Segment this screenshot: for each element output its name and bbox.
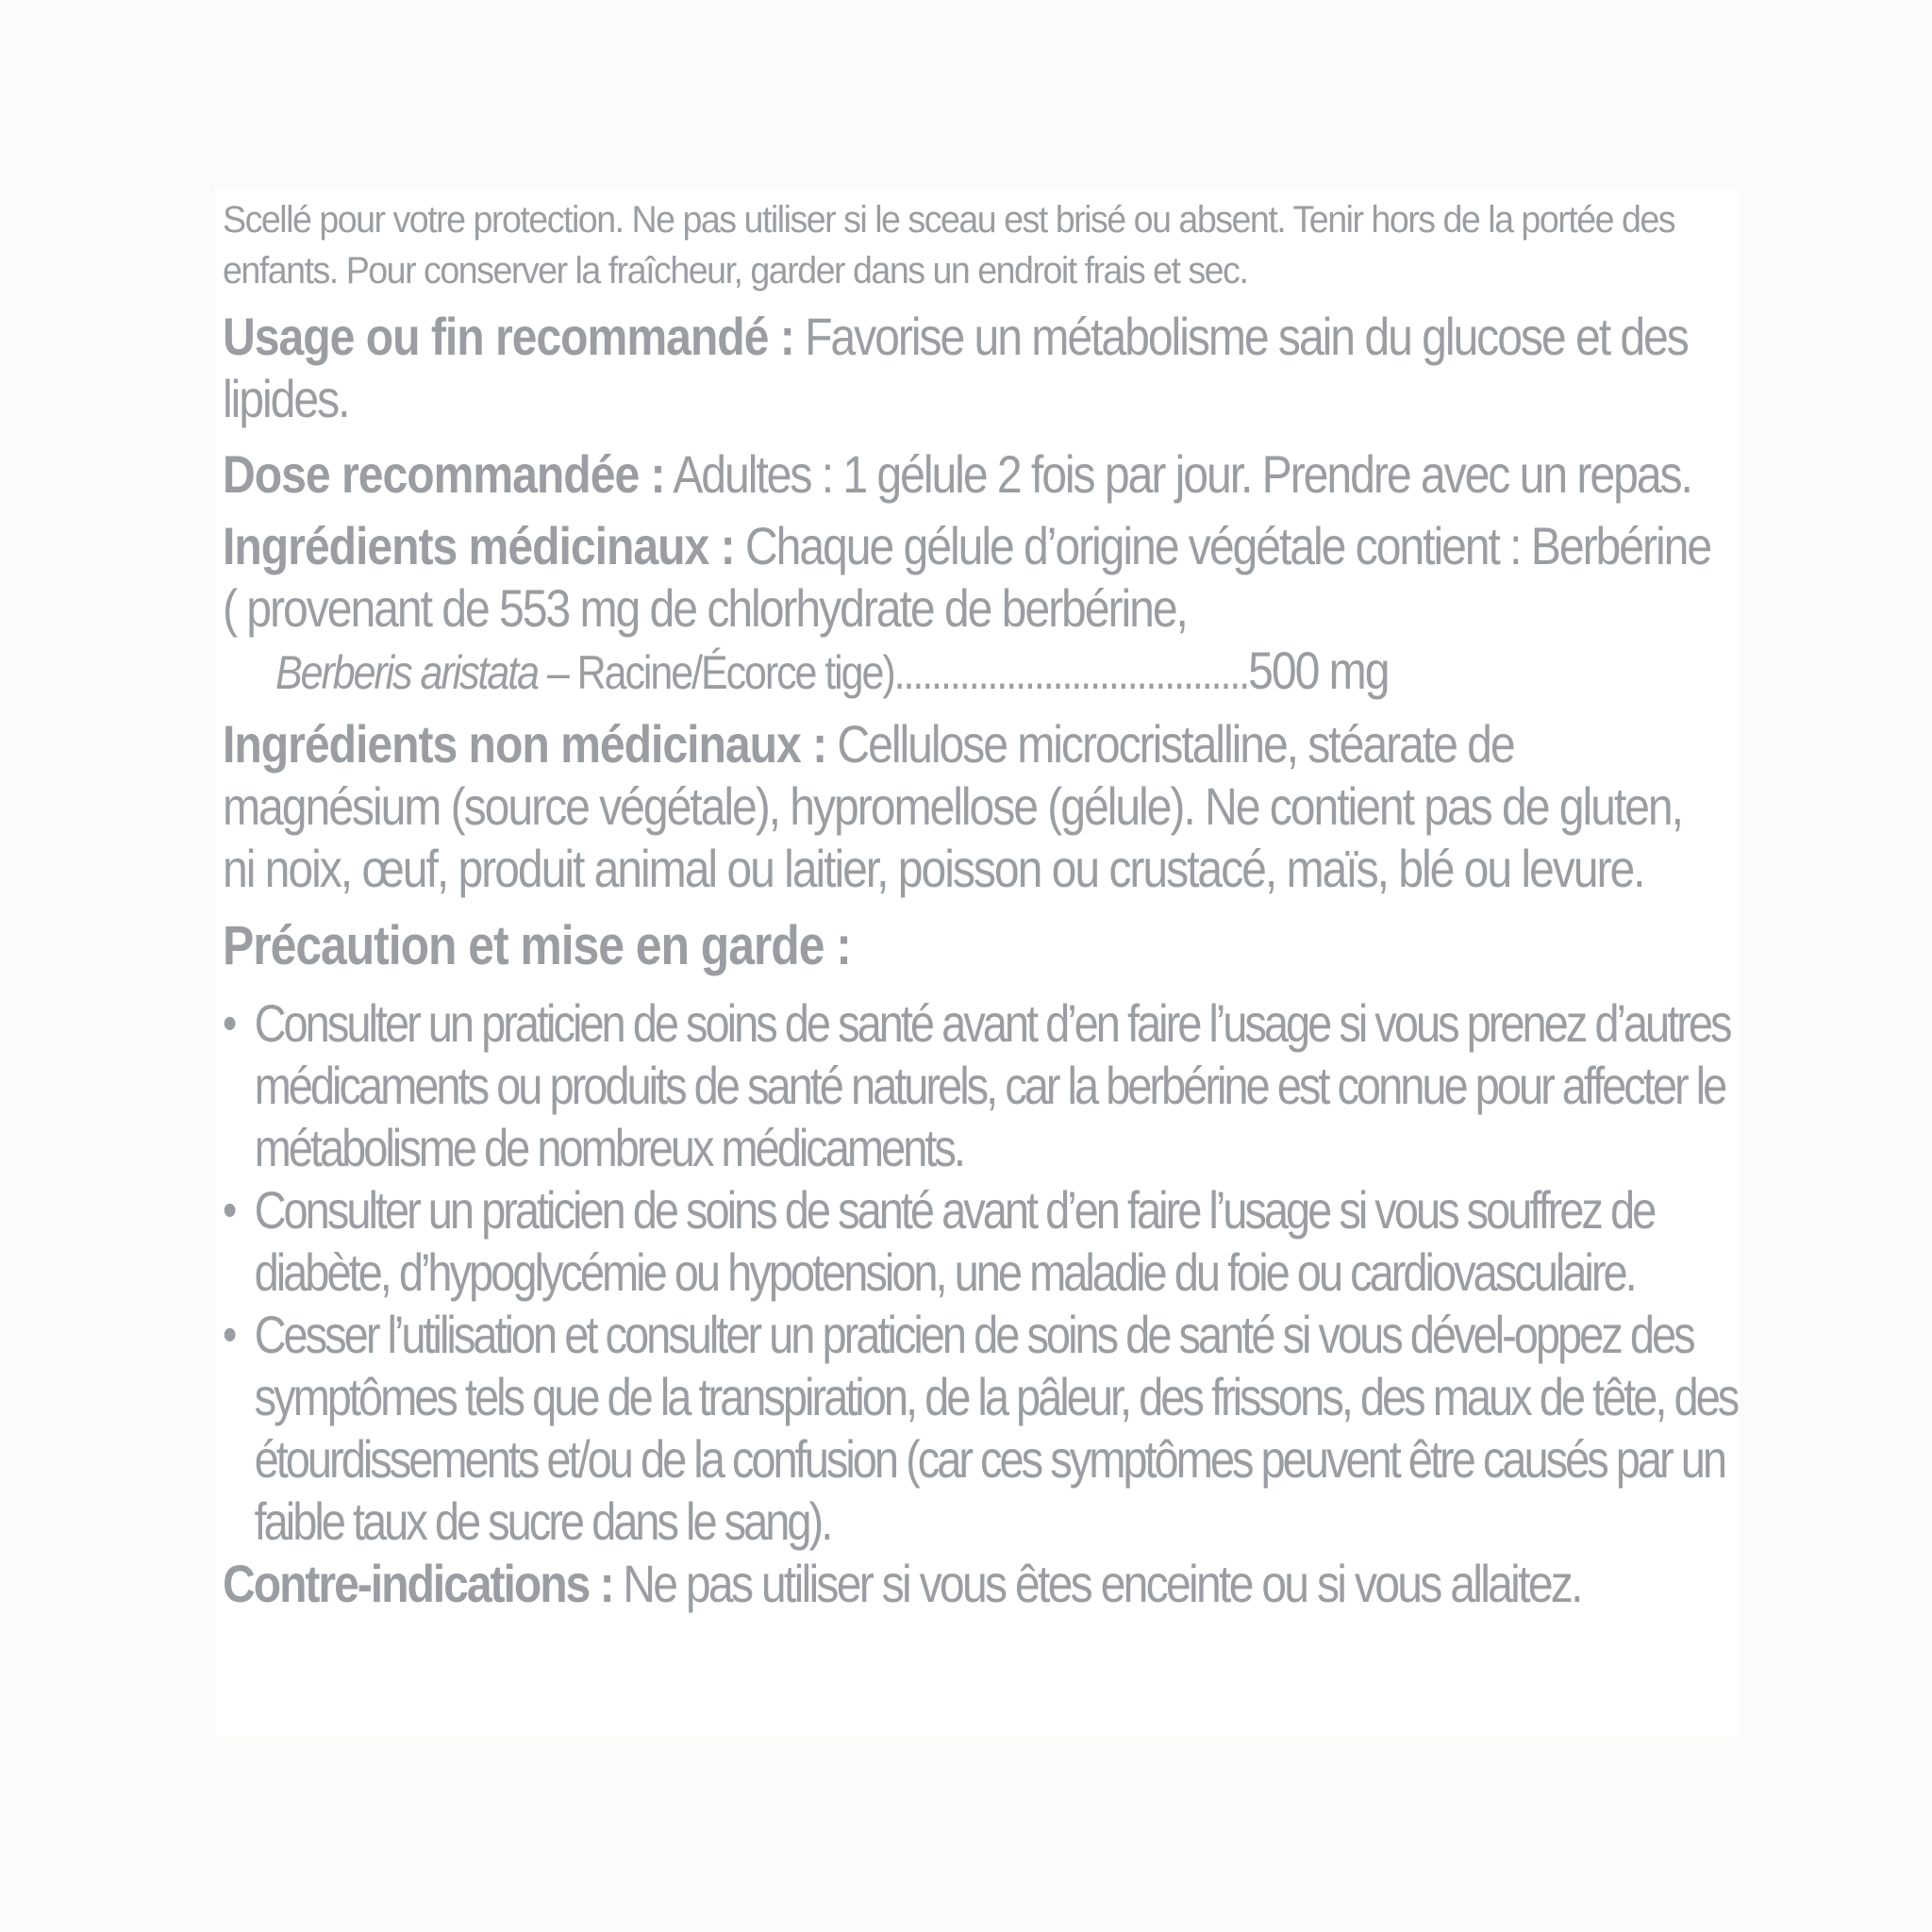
- warning-text: Consulter un praticien de soins de santé avant d’en faire l’usage si vous souffrez de diabète, d’hypoglycémie ou hypotension, une maladie du foie ou cardiovasculaire.: [254, 1180, 1655, 1302]
- warning-text: Cesser l’utilisation et consulter un praticien de soins de santé si vous dével-oppez des symptômes tels que de la transpiration, de la pâleur, des frissons, des maux de tête, des étourdissements et/ou de la confusion (car ces symptômes peuvent être causés par un faible taux de sucre dans le sang).: [254, 1305, 1738, 1551]
- contraindications-label: Contre-indications :: [223, 1554, 613, 1613]
- recommended-use-label: Usage ou fin recommandé :: [223, 307, 794, 366]
- contraindications: [223, 1553, 1715, 1615]
- recommended-use-text: Favorise un métabolisme sain du glucose et des lipides.: [223, 307, 1688, 428]
- precaution-heading: Précaution et mise en garde :: [223, 915, 851, 976]
- recommended-dose: [223, 443, 1715, 506]
- ingredient-amount: 500 mg: [1248, 641, 1389, 700]
- medicinal-ingredients-label: Ingrédients médicinaux :: [223, 516, 735, 575]
- bullet-icon: •: [223, 1307, 235, 1362]
- bullet-icon: •: [223, 996, 235, 1051]
- warning-text: Consulter un praticien de soins de santé avant d’en faire l’usage si vous prenez d’autres médicaments ou produits de santé naturels, car la berbérine est connue pour affecter le métabolisme de nombreux médicaments.: [254, 993, 1730, 1177]
- medicinal-ingredients: [223, 515, 1715, 640]
- recommended-dose-text: Adultes : 1 gélule 2 fois par jour. Prendre avec un repas.: [664, 444, 1691, 504]
- seal-notice: Scellé pour votre protection. Ne pas utiliser si le sceau est brisé ou absent. Tenir hors de la portée des enfants. Pour conserver la fraîcheur, garder dans un endroit frais et sec.: [223, 199, 1675, 291]
- warning-item: [223, 1179, 1744, 1304]
- dot-leader: ......................................: [893, 646, 1249, 699]
- contraindications-text: Ne pas utiliser si vous êtes enceinte ou si vous allaitez.: [612, 1554, 1581, 1613]
- non-medicinal-ingredients-text: Cellulose microcristalline, stéarate de magnésium (source végétale), hypromellose (gélule). Ne contient pas de gluten, ni noix, œuf, produit animal ou laitier, poisson ou crustacé, maïs, blé ou levure.: [223, 714, 1682, 898]
- recommended-use: [223, 306, 1715, 430]
- warning-item: [223, 1304, 1744, 1553]
- product-label-text: [223, 194, 1738, 1615]
- ingredient-source-line: [275, 640, 1736, 704]
- non-medicinal-ingredients: [223, 713, 1715, 900]
- ingredient-source-text: – Racine/Écorce tige): [537, 646, 894, 699]
- bullet-icon: •: [223, 1183, 235, 1238]
- non-medicinal-ingredients-label: Ingrédients non médicinaux :: [223, 714, 827, 774]
- ingredient-latin-name: Berberis aristata: [275, 646, 538, 699]
- recommended-dose-label: Dose recommandée :: [223, 444, 665, 504]
- warnings-list: [223, 992, 1738, 1553]
- warning-item: [223, 992, 1744, 1179]
- medicinal-ingredients-text: Chaque gélule d’origine végétale contient : Berbérine ( provenant de 553 mg de chlorhydrate de berbérine,: [223, 516, 1711, 638]
